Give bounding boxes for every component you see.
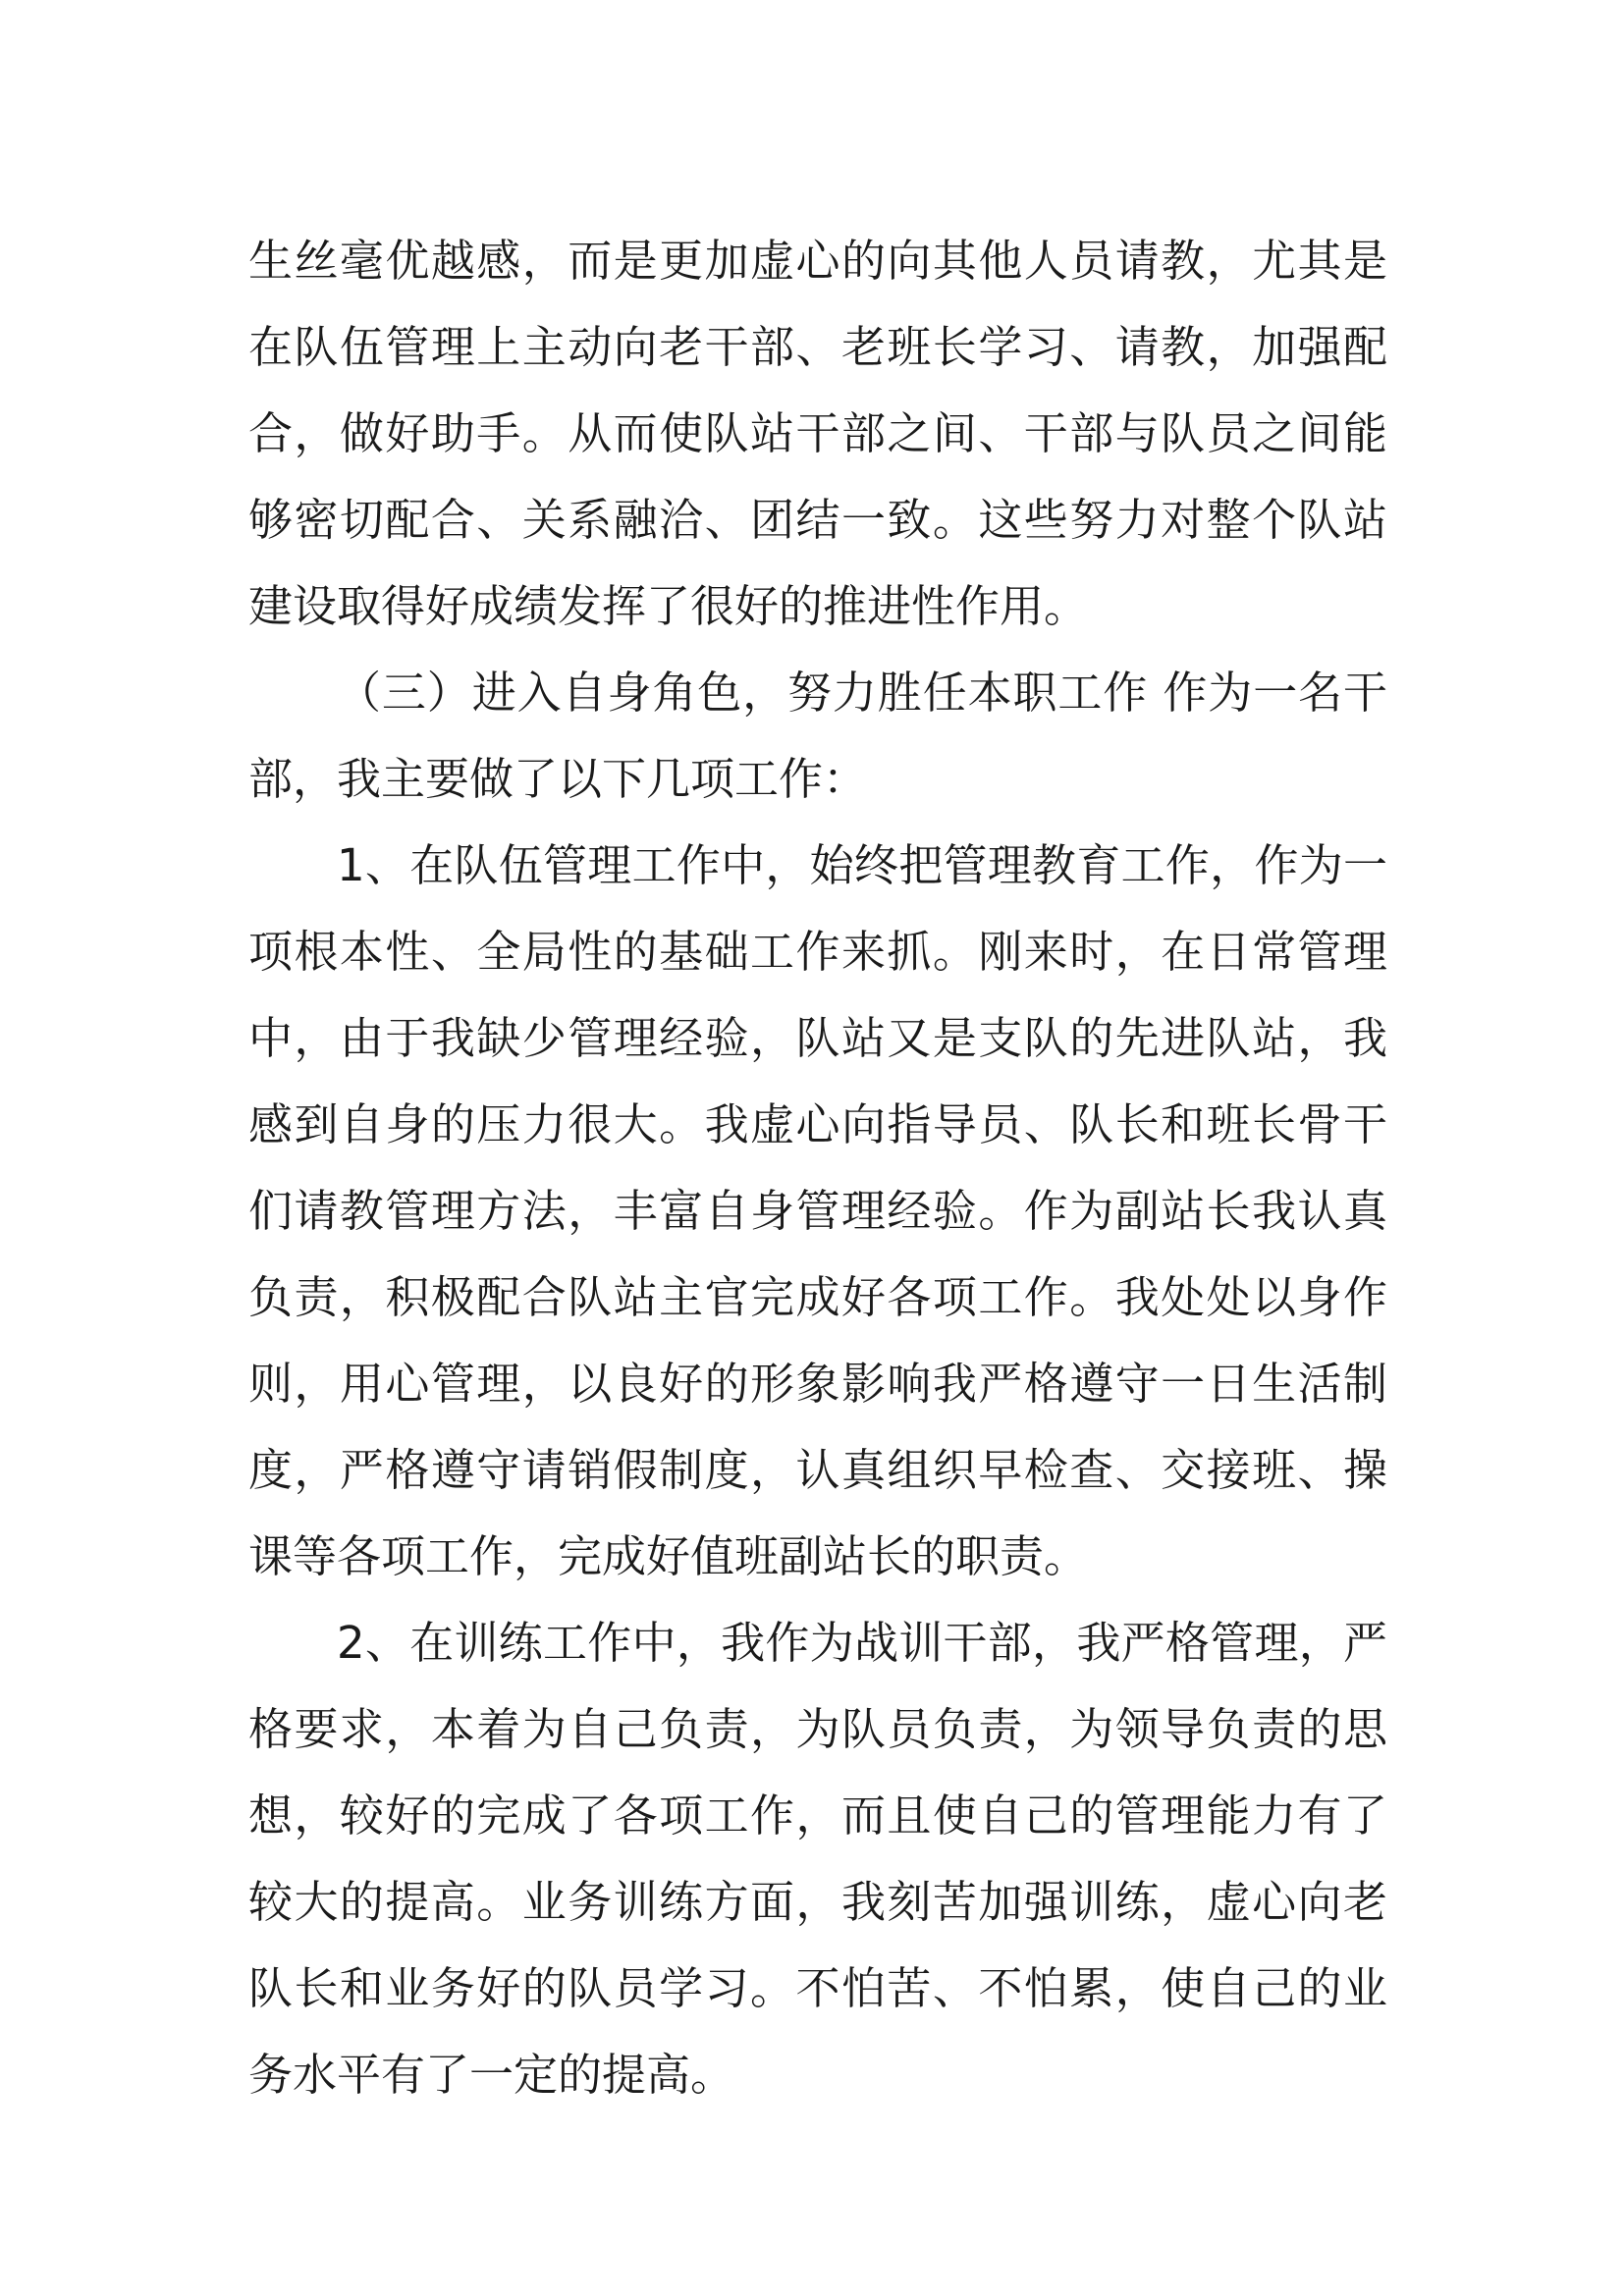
paragraph-item-1: 1、在队伍管理工作中，始终把管理教育工作，作为一项根本性、全局性的基础工作来抓。刚来时，在日常管理中，由于我缺少管理经验，队站又是支队的先进队站，我感到自身的压力很大。我虚心向指导员、队长和班长骨干们请教管理方法，丰富自身管理经验。作为副站长我认真负责，积极配合队站主官完成好各项工作。我处处以身作则，用心管理，以良好的形象影响我严格遵守一日生活制度，严格遵守请销假制度，认真组织早检查、交接班、操课等各项工作，完成好值班副站长的职责。 [248,839,1387,1582]
paragraph-section-three-heading: （三）进入自身角色，努力胜任本职工作 作为一名干部，我主要做了以下几项工作： [248,667,1387,805]
paragraph-item-2: 2、在训练工作中，我作为战训干部，我严格管理，严格要求，本着为自己负责，为队员负责，为领导负责的思想，较好的完成了各项工作，而且使自己的管理能力有了较大的提高。业务训练方面，我刻苦加强训练，虚心向老队长和业务好的队员学习。不怕苦、不怕累，使自己的业务水平有了一定的提高。 [248,1617,1387,2101]
document-body [248,218,1387,2118]
paragraph-continuation: 生丝毫优越感，而是更加虚心的向其他人员请教，尤其是在队伍管理上主动向老干部、老班长学习、请教，加强配合，做好助手。从而使队站干部之间、干部与队员之间能够密切配合、关系融洽、团结一致。这些努力对整个队站建设取得好成绩发挥了很好的推进性作用。 [248,235,1387,632]
